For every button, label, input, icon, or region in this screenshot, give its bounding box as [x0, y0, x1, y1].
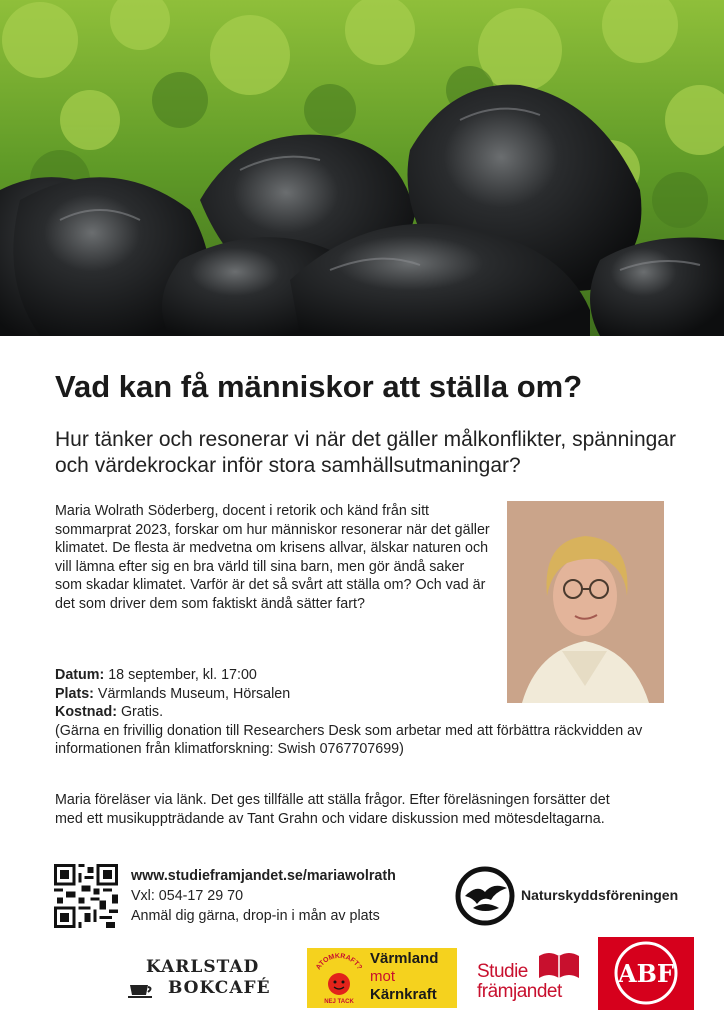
cup-book-icon: [128, 977, 154, 999]
event-details: [55, 666, 675, 759]
smiling-sun-icon: [309, 950, 369, 1006]
qr-code-icon[interactable]: [54, 864, 118, 928]
karlstad-logo-line2: BOKCAFÉ: [168, 978, 271, 998]
phone-number: Vxl: 054-17 29 70: [131, 888, 244, 904]
poster-title: Vad kan få människor att ställa om?: [55, 369, 583, 404]
svg-text:NEJ TACK: NEJ TACK: [324, 999, 354, 1005]
poster-subtitle: Hur tänker och resonerar vi när det gäller målkonflikter, spänningar och värdekrockar inför stora samhällsutmaningar?: [55, 428, 676, 477]
naturskydd-logo-icon: [455, 866, 515, 926]
sf-logo-line1: Studie: [477, 961, 528, 982]
abf-logo-text: ABF: [618, 959, 674, 988]
naturskydd-logo-text: Naturskyddsföreningen: [521, 887, 679, 903]
vmk-line2: mot: [370, 968, 396, 985]
hero-photo-garbage-bags: [0, 0, 724, 336]
open-book-icon: [537, 950, 581, 980]
svg-text:ATOMKRAFT?: ATOMKRAFT?: [315, 952, 363, 972]
event-link[interactable]: www.studieframjandet.se/mariawolrath: [131, 868, 396, 884]
date-value: 18 september, kl. 17:00: [108, 667, 257, 683]
intro-paragraph: Maria Wolrath Söderberg, docent i retorik och känd från sitt sommarprat 2023, forskar om hur människor resonerar när det gäller klimatet. De flesta är medvetna om krisens allvar, älskar naturen och vill lämna efter sig en bra värld till sina barn, men gör ändå saker som skadar klimatet. Varför är det så svårt att ställa om? Och vad är det som driver dem som faktiskt ändå sätter fart?: [55, 503, 490, 612]
signup-note: Anmäl dig gärna, drop-in i mån av plats: [131, 908, 380, 924]
place-value: Värmlands Museum, Hörsalen: [97, 685, 291, 702]
cost-value: Gratis.: [120, 704, 164, 721]
donation-note: (Gärna en frivillig donation till Researchers Desk som arbetar med att förbättra räckvidden av informationen från klimatforskning: Swish 0767707699): [55, 722, 643, 758]
karlstad-logo-line1: KARLSTAD: [146, 957, 260, 977]
abf-logo-mark: [598, 937, 694, 1010]
vmk-line1: Värmland: [370, 950, 439, 967]
date-label: Datum:: [55, 667, 105, 683]
cost-label: Kostnad:: [55, 704, 117, 721]
sf-logo-line2: främjandet: [477, 981, 562, 1002]
vmk-line3: Kärnkraft: [370, 986, 437, 1003]
place-label: Plats:: [55, 685, 94, 702]
contact-block: [131, 866, 396, 926]
outro-paragraph: Maria föreläser via länk. Det ges tillfälle att ställa frågor. Efter föreläsningen forsätter det med ett musikuppträdande av Tant Grahn och vidare diskussion med mötesdeltagarna.: [55, 792, 610, 827]
